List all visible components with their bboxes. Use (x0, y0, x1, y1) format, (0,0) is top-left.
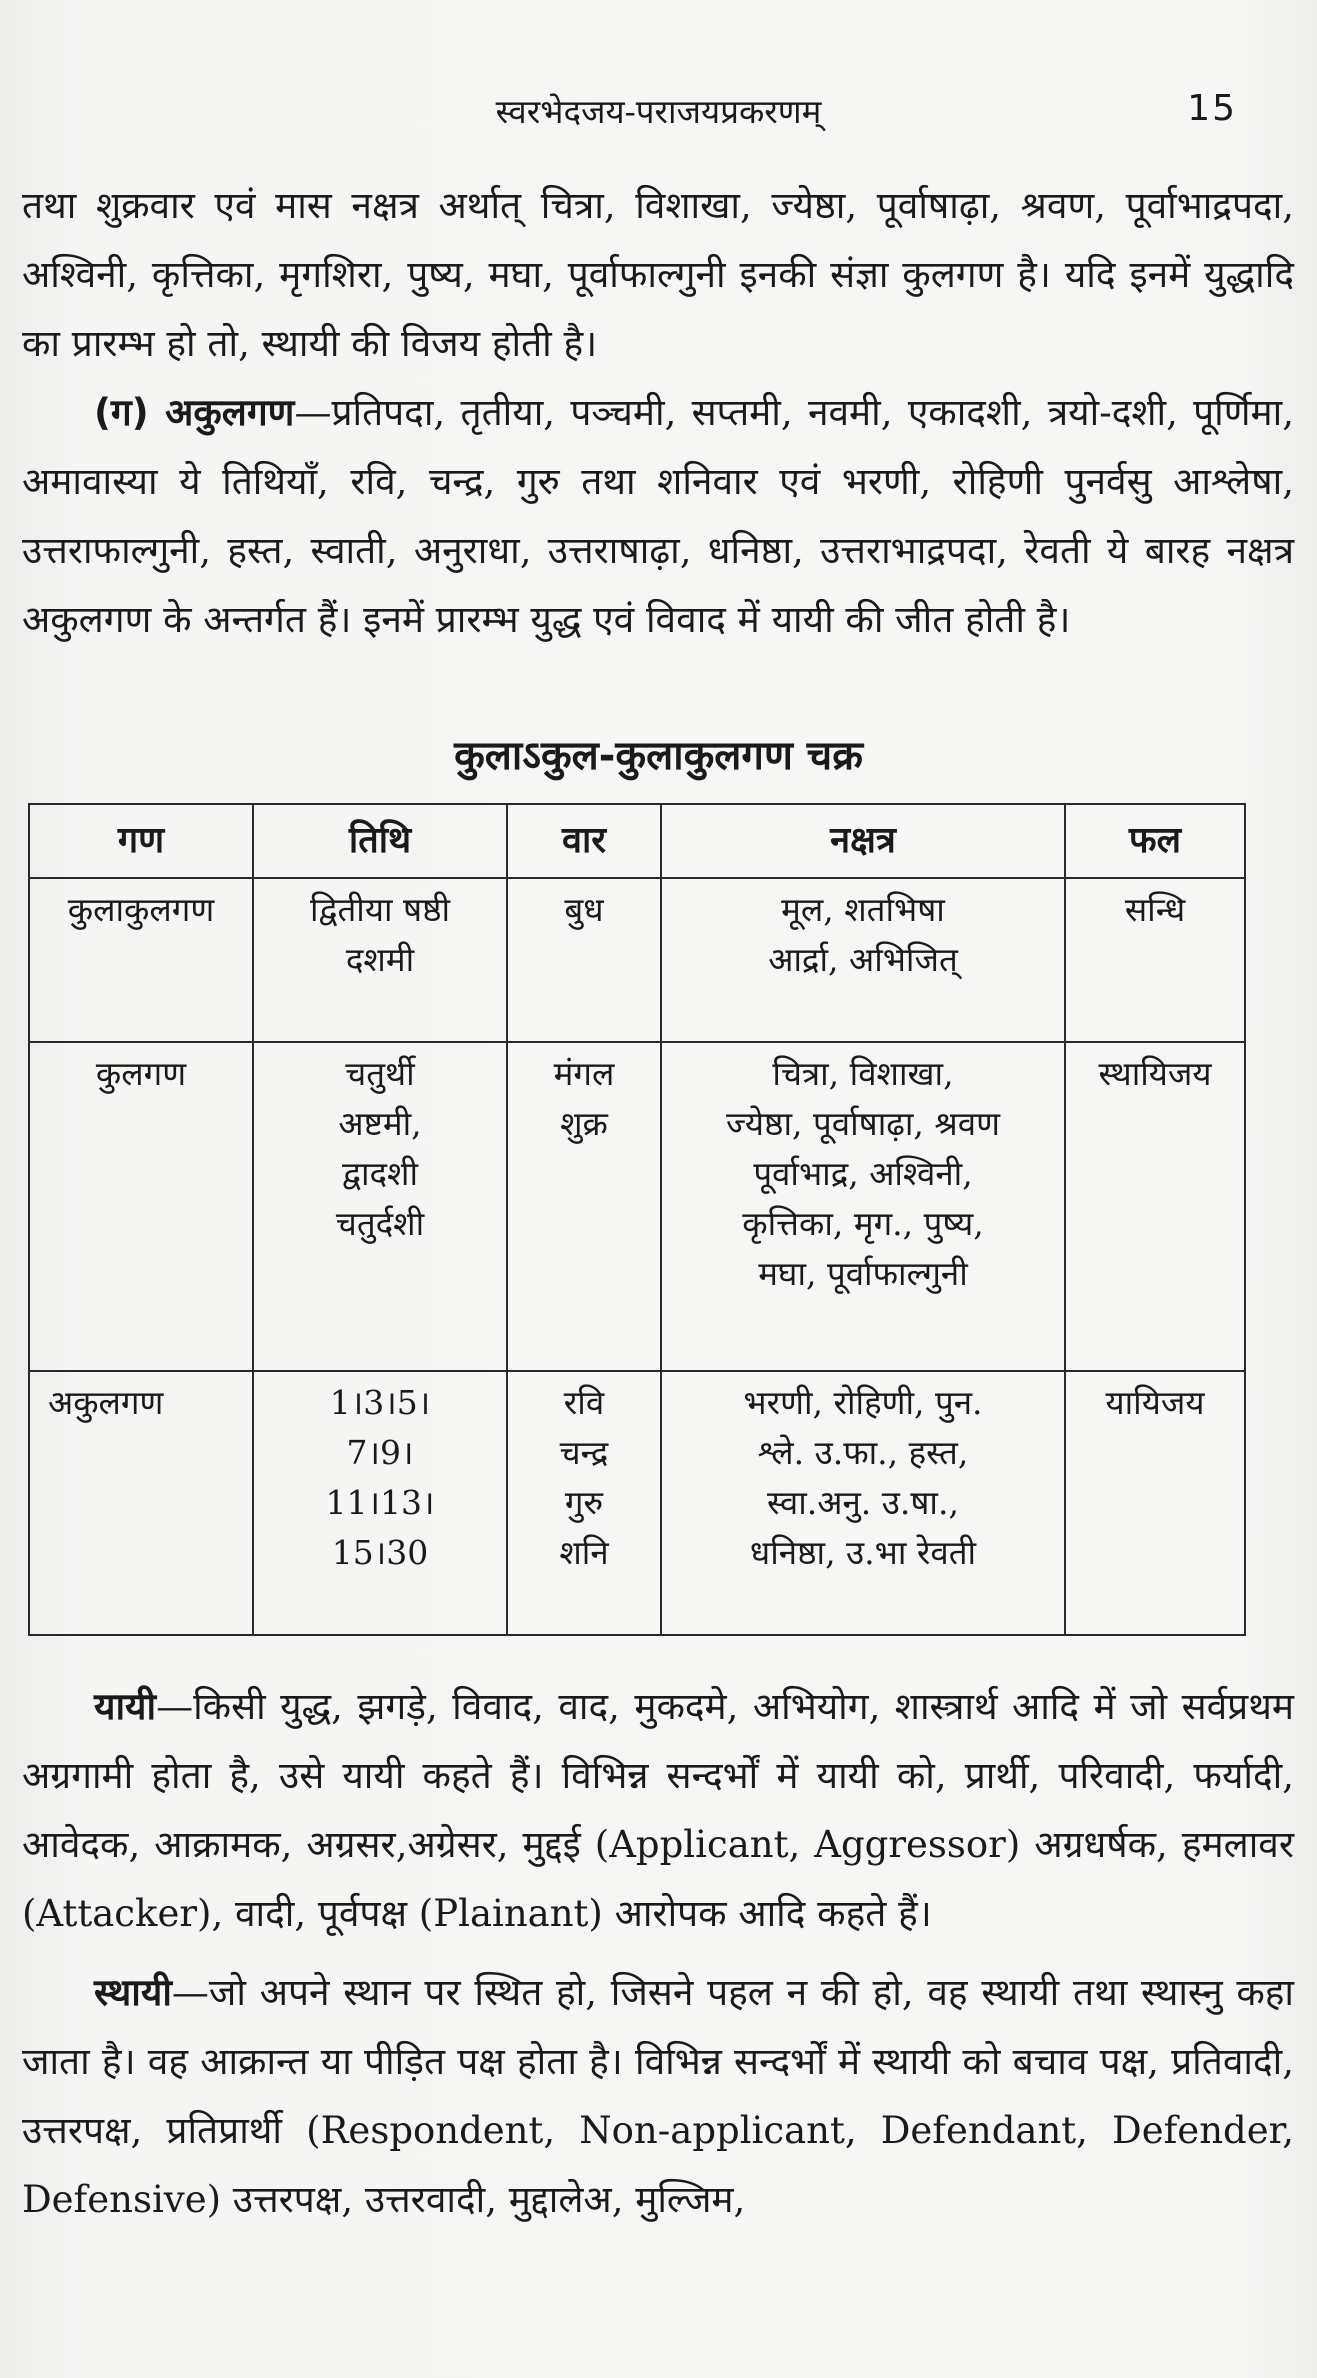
paragraph-yayi (22, 1672, 1294, 1948)
cell-vara (507, 878, 661, 1042)
vara-line: शनि (559, 1533, 609, 1572)
header-vara: वार (507, 804, 661, 878)
table-row (29, 878, 1245, 1042)
tithi-line: द्वादशी (341, 1154, 419, 1193)
nakshatra-line: आर्द्रा, अभिजित् (768, 940, 958, 979)
cell-nakshatra (661, 1371, 1065, 1635)
body-text-bottom (22, 1672, 1294, 2234)
vara-line: बुध (564, 890, 604, 929)
tithi-line: अष्टमी, (338, 1104, 422, 1143)
nakshatra-line: भरणी, रोहिणी, पुन. (743, 1383, 983, 1422)
nakshatra-line: मघा, पूर्वाफाल्गुनी (758, 1254, 968, 1293)
tithi-line: 15।30 (331, 1533, 429, 1572)
nakshatra-line: कृत्तिका, मृग., पुष्य, (742, 1204, 984, 1243)
header-tithi: तिथि (253, 804, 507, 878)
term-yayi: यायी (94, 1685, 157, 1728)
cell-tithi (253, 878, 507, 1042)
header-nakshatra: नक्षत्र (661, 804, 1065, 878)
paragraph-kulagana-cont: तथा शुक्रवार एवं मास नक्षत्र अर्थात् चित्रा, विशाखा, ज्येष्ठा, पूर्वाषाढ़ा, श्रवण, पूर्वाभाद्रपदा, अश्विनी, कृत्तिका, मृगशिरा, पुष्य, मघा, पूर्वाफाल्गुनी इनकी संज्ञा कुलगण है। यदि इनमें युद्धादि का प्रारम्भ हो तो, स्थायी की विजय होती है। (22, 184, 1294, 365)
kulakula-chakra-table (28, 803, 1246, 1636)
yayi-text: —किसी युद्ध, झगड़े, विवाद, वाद, मुकदमे, अभियोग, शास्त्रार्थ आदि में जो सर्वप्रथम अग्रगामी होता है, उसे यायी कहते हैं। विभिन्न सन्दर्भों में यायी को, प्रार्थी, परिवादी, फर्यादी, आवेदक, आक्रामक, अग्रसर,अग्रेसर, मुद्दई (Applicant, Aggressor) अग्रधर्षक, हमलावर (Attacker), वादी, पूर्वपक्ष (Plainant) आरोपक आदि कहते हैं। (22, 1685, 1294, 1935)
tithi-line: द्वितीया षष्ठी (309, 890, 451, 929)
cell-phala: स्थायिजय (1065, 1042, 1245, 1371)
cell-vara (507, 1042, 661, 1371)
tithi-line: 1।3।5। (329, 1383, 431, 1422)
tithi-line: 7।9। (346, 1433, 414, 1472)
tithi-line: चतुर्दशी (335, 1204, 425, 1243)
nakshatra-line: पूर्वाभाद्र, अश्विनी, (753, 1154, 973, 1193)
akulagana-text: —प्रतिपदा, तृतीया, पञ्चमी, सप्तमी, नवमी, एकादशी, त्रयो-दशी, पूर्णिमा, अमावास्या ये तिथियाँ, रवि, चन्द्र, गुरु तथा शनिवार एवं भरणी, रोहिणी पुनर्वसु आश्लेषा, उत्तराफाल्गुनी, हस्त, स्वाती, अनुराधा, उत्तराषाढ़ा, धनिष्ठा, उत्तराभाद्रपदा, रेवती ये बारह नक्षत्र अकुलगण के अन्तर्गत हैं। इनमें प्रारम्भ युद्ध एवं विवाद में यायी की जीत होती है। (22, 391, 1294, 641)
term-akulagana: (ग) अकुलगण (94, 391, 295, 434)
running-title: स्वरभेदजय-पराजयप्रकरणम् (495, 92, 822, 131)
nakshatra-line: स्वा.अनु. उ.षा., (767, 1483, 959, 1522)
term-sthayi: स्थायी (94, 1971, 172, 2014)
vara-line: शुक्र (560, 1104, 608, 1143)
page-number: 15 (1187, 88, 1237, 129)
cell-tithi (253, 1371, 507, 1635)
vara-line: रवि (563, 1383, 605, 1422)
table-header-row (29, 804, 1245, 878)
tithi-line: 11।13। (325, 1483, 435, 1522)
nakshatra-line: श्ले. उ.फा., हस्त, (757, 1433, 969, 1472)
tithi-line: दशमी (345, 940, 415, 979)
vara-line: मंगल (553, 1054, 615, 1093)
cell-nakshatra (661, 878, 1065, 1042)
paragraph-akulagana (22, 378, 1294, 654)
cell-gana: कुलाकुलगण (29, 878, 253, 1042)
cell-phala: यायिजय (1065, 1371, 1245, 1635)
table-row (29, 1042, 1245, 1371)
vara-line: चन्द्र (559, 1433, 609, 1472)
body-text-top (22, 171, 1294, 654)
cell-vara (507, 1371, 661, 1635)
sthayi-text: —जो अपने स्थान पर स्थित हो, जिसने पहल न की हो, वह स्थायी तथा स्थास्नु कहा जाता है। वह आक्रान्त या पीड़ित पक्ष होता है। विभिन्न सन्दर्भों में स्थायी को बचाव पक्ष, प्रतिवादी, उत्तरपक्ष, प्रतिप्रार्थी (Respondent, Non-applicant, Defendant, Defender, Defensive) उत्तरपक्ष, उत्तरवादी, मुद्दालेअ, मुल्जिम, (22, 1971, 1294, 2221)
nakshatra-line: ज्येष्ठा, पूर्वाषाढ़ा, श्रवण (726, 1104, 1000, 1143)
cell-nakshatra (661, 1042, 1065, 1371)
table-row (29, 1371, 1245, 1635)
nakshatra-line: मूल, शतभिषा (781, 890, 945, 929)
page-header (0, 88, 1317, 138)
header-gana: गण (29, 804, 253, 878)
cell-gana: कुलगण (29, 1042, 253, 1371)
tithi-line: चतुर्थी (345, 1054, 415, 1093)
table-title: कुलाऽकुल-कुलाकुलगण चक्र (454, 733, 863, 779)
nakshatra-line: धनिष्ठा, उ.भा रेवती (749, 1533, 977, 1572)
header-phala: फल (1065, 804, 1245, 878)
cell-phala: सन्धि (1065, 878, 1245, 1042)
vara-line: गुरु (564, 1483, 604, 1522)
cell-tithi (253, 1042, 507, 1371)
cell-gana: अकुलगण (29, 1371, 253, 1635)
nakshatra-line: चित्रा, विशाखा, (772, 1054, 954, 1093)
paragraph-sthayi (22, 1958, 1294, 2234)
